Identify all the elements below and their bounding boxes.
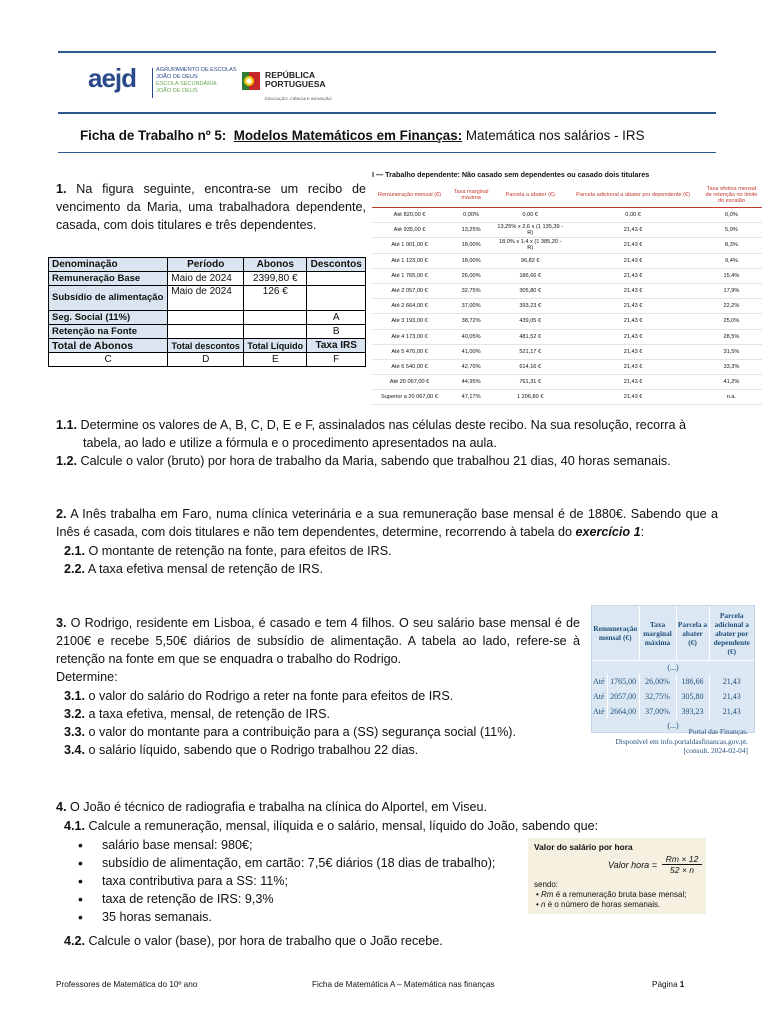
footer-center: Ficha de Matemática A – Matemática nas finanças	[312, 980, 495, 989]
table-cell: Até 820,00 €	[372, 208, 447, 223]
hourly-wage-formula-box	[528, 838, 706, 914]
question-4-1: 4.1. Calcule a remuneração, mensal, ilíquida e o salário, mensal, líquido do João, sabendo que:	[64, 819, 599, 833]
receipt-row: Seg. Social (11%) A	[49, 311, 366, 325]
table-cell: 21,43 €	[565, 329, 701, 344]
table-cell: 5,9%	[701, 223, 762, 238]
table-cell: 305,80 €	[495, 283, 565, 298]
ex4-statement: 4. O João é técnico de radiografia e trabalha na clínica do Alportel, em Viseu.	[56, 800, 488, 814]
table-row	[372, 253, 762, 268]
table-row	[372, 314, 762, 329]
table-cell: 0,00 €	[565, 208, 701, 223]
question-3-1: 3.1. o valor do salário do Rodrigo a reter na fonte para efeitos de IRS.	[64, 689, 454, 703]
receipt-row: Subsídio de alimentação Maio de 2024 126 €	[49, 286, 366, 311]
table-cell: 37,00%	[639, 704, 676, 719]
formula-sendo: sendo:	[534, 880, 559, 889]
table-cell: 21,43 €	[565, 253, 701, 268]
formula-def-n: • n é o número de horas semanais.	[536, 900, 661, 909]
table-cell: 41,2%	[701, 375, 762, 390]
rodrigo-irs-table	[591, 605, 755, 733]
table-cell: 15,4%	[701, 268, 762, 283]
table-row	[372, 238, 762, 253]
list-item: • 35 horas semanais.	[56, 908, 526, 926]
list-item: • salário base mensal: 980€;	[56, 836, 526, 854]
table-cell: 393,23 €	[495, 299, 565, 314]
table-cell: 21,43	[722, 677, 741, 686]
table-cell: 21,43 €	[565, 359, 701, 374]
table-cell: 21,43 €	[565, 223, 701, 238]
table-cell: 21,43 €	[565, 283, 701, 298]
school-name: AGRUPAMENTO DE ESCOLAS JOÃO DE DEUS ESCOLA SECUNDÁRIA JOÃO DE DEUS	[156, 67, 237, 94]
question-3-3: 3.3. o valor do montante para a contribuição para a (SS) segurança social (11%).	[64, 725, 517, 739]
table-cell: 22,2%	[701, 299, 762, 314]
irs-table-title: I — Trabalho dependente: Não casado sem dependentes ou casado dois titulares	[372, 170, 650, 179]
table-cell: 0,00%	[447, 208, 495, 223]
table-cell: 42,70%	[447, 359, 495, 374]
table-cell: 21,43	[722, 692, 741, 701]
table-cell: 0,0%	[701, 208, 762, 223]
question-4-2: 4.2. Calcule o valor (base), por hora de trabalho que o João recebe.	[64, 934, 443, 948]
table-cell: 18,00%	[447, 238, 495, 253]
table-cell: 21,43 €	[565, 344, 701, 359]
table-cell: 13,25% x 2,6 x (1 135,39 - R)	[495, 223, 565, 238]
republica-text: REPÚBLICA PORTUGUESA	[265, 70, 326, 89]
header-rule-bottom	[58, 112, 716, 114]
table-cell: 2057,00	[607, 689, 639, 704]
table-cell: 32,75%	[447, 283, 495, 298]
receipt-table	[48, 257, 366, 367]
table-cell: 0,00 €	[495, 208, 565, 223]
table-cell: Até 935,00 €	[372, 223, 447, 238]
table-cell: Até	[592, 704, 607, 719]
question-2-1: 2.1. O montante de retenção na fonte, para efeitos de IRS.	[64, 544, 392, 558]
table-row	[372, 359, 762, 374]
irs-table-header: Remuneração mensal (€) Taxa marginal máxima Parcela a abater (€) Parcela adicional a abater por dependente (€) Taxa efetiva mensal de retenção no limite do escalão	[372, 183, 762, 208]
table-cell: 8,3%	[701, 238, 762, 253]
rodrigo-table-header: Remuneração mensal (€) Taxa marginal máxima Parcela a abater (€) Parcela adicional a abater por dependente (€)	[592, 606, 754, 661]
receipt-row: Retenção na Fonte B	[49, 325, 366, 339]
formula-fraction: Rm × 12 52 × n	[662, 854, 702, 875]
table-row	[372, 283, 762, 298]
table-cell: 614,16 €	[495, 359, 565, 374]
table-cell: 18,00%	[447, 253, 495, 268]
formula-def-rm: • Rm é a remuneração bruta base mensal;	[536, 890, 687, 899]
table-cell: 96,82 €	[495, 253, 565, 268]
table-cell: n.a.	[701, 390, 762, 405]
table-row	[372, 344, 762, 359]
table-cell: 41,00%	[447, 344, 495, 359]
table-cell: 439,05 €	[495, 314, 565, 329]
table-cell: Até 3 193,00 €	[372, 314, 447, 329]
table-cell: 21,43 €	[565, 390, 701, 405]
table-cell: Até 6 540,00 €	[372, 359, 447, 374]
table-row	[372, 390, 762, 405]
table-cell: 25,0%	[701, 314, 762, 329]
table-cell: 33,3%	[701, 359, 762, 374]
republic-emblem-icon	[242, 70, 260, 92]
table-row	[372, 329, 762, 344]
table-cell: 37,00%	[447, 299, 495, 314]
ex3-determine: Determine:	[56, 670, 118, 684]
aejd-logo: aejd	[88, 63, 137, 93]
irs-withholding-table	[372, 170, 767, 405]
republica-subtitle: EDUCAÇÃO, CIÊNCIA E INOVAÇÃO	[265, 96, 332, 101]
table-cell: Até	[592, 689, 607, 704]
table-cell: 21,43 €	[565, 299, 701, 314]
table-cell: 18,0% x 1,4 x (1 385,20 - R)	[495, 238, 565, 253]
ex3-questions	[64, 687, 584, 759]
table-row	[592, 674, 754, 689]
table-row	[592, 689, 754, 704]
receipt-letters-row: C D E F	[49, 353, 366, 367]
ex1-statement: 1. Na figura seguinte, encontra-se um recibo de vencimento da Maria, uma trabalhadora dependente, casada, com dois titulares e três dependentes.	[56, 182, 366, 232]
table-cell: Até 1 123,00 €	[372, 253, 447, 268]
table-cell: 9,4%	[701, 253, 762, 268]
table-cell: 186,66	[676, 674, 709, 689]
ex4-bullets	[56, 836, 526, 926]
table-cell: Até 1 001,00 €	[372, 238, 447, 253]
table-cell: 21,43 €	[565, 314, 701, 329]
table-cell: 21,43 €	[565, 375, 701, 390]
table3-ellipsis-bottom: (...)	[667, 721, 679, 730]
ex2-statement: 2. A Inês trabalha em Faro, numa clínica veterinária e a sua remuneração base mensal é de 1880€. Sabendo que a Inês é casada, com dois titulares e não tem dependentes, determine, recorrendo à tabela do exercício 1:	[56, 507, 718, 539]
table-cell: 21,43	[722, 707, 741, 716]
ex2-questions	[64, 542, 714, 578]
table-cell: Até 2 057,00 €	[372, 283, 447, 298]
table-row	[372, 268, 762, 283]
logo-divider	[152, 68, 153, 98]
table-cell: 2664,00	[607, 704, 639, 719]
table3-source: Portal das Finanças. Disponível em info.portaldasfinancas.gov.pt. [consult. 2024-02-04]	[615, 727, 748, 755]
question-3-4: 3.4. o salário líquido, sabendo que o Rodrigo trabalhou 22 dias.	[64, 743, 419, 757]
table-cell: 40,05%	[447, 329, 495, 344]
table-cell: 305,80	[676, 689, 709, 704]
table-cell: Superior a 20 067,00 €	[372, 390, 447, 405]
list-item: • subsídio de alimentação, em cartão: 7,5€ diários (18 dias de trabalho);	[56, 854, 526, 872]
table-cell: Até 5 470,00 €	[372, 344, 447, 359]
table-cell: 481,52 €	[495, 329, 565, 344]
question-1-1: 1.1. Determine os valores de A, B, C, D, E e F, assinalados nas células deste recibo. Na sua resolução, recorra à tabela, ao lado e utilize a fórmula e o procedimento apresentados na aula.	[56, 418, 687, 450]
table-cell: 393,23	[676, 704, 709, 719]
formula-title: Valor do salário por hora	[534, 842, 633, 852]
list-item: • taxa de retenção de IRS: 9,3%	[56, 890, 526, 908]
table-cell: 21,43 €	[565, 238, 701, 253]
table-cell: 1765,00	[607, 674, 639, 689]
receipt-totals-row: Total de Abonos Total descontos Total Líquido Taxa IRS	[49, 339, 366, 353]
table-cell: 31,5%	[701, 344, 762, 359]
receipt-header-row: Denominação Período Abonos Descontos	[49, 258, 366, 272]
table-cell: 47,17%	[447, 390, 495, 405]
table-row	[372, 223, 762, 238]
table-row	[592, 704, 754, 719]
table-cell: 28,5%	[701, 329, 762, 344]
table-cell: 26,00%	[447, 268, 495, 283]
table-cell: 761,31 €	[495, 375, 565, 390]
table-row	[372, 375, 762, 390]
page-title: Ficha de Trabalho nº 5: Modelos Matemáticos em Finanças: Matemática nos salários - IRS	[80, 128, 645, 143]
ex3-statement: 3. O Rodrigo, residente em Lisboa, é casado e tem 4 filhos. O seu salário base mensal é de 2100€ e recebe 5,50€ diários de subsídio de alimentação. A tabela ao lado, refere-se à retenção na fonte em que se enquadra o trabalho do Rodrigo.	[56, 616, 580, 666]
table-cell: Até 2 664,00 €	[372, 299, 447, 314]
ex1-questions	[56, 416, 718, 470]
table-cell: 21,43 €	[565, 268, 701, 283]
table-row	[372, 208, 762, 223]
title-rule	[58, 152, 716, 153]
table-row	[372, 299, 762, 314]
table-cell: 17,9%	[701, 283, 762, 298]
table-cell: Até 20 067,00 €	[372, 375, 447, 390]
table-cell: Até 1 765,00 €	[372, 268, 447, 283]
question-1-2: 1.2. Calcule o valor (bruto) por hora de trabalho da Maria, sabendo que trabalhou 21 dias, 40 horas semanais.	[56, 454, 671, 468]
table-cell: Até	[592, 674, 607, 689]
table-cell: 26,00%	[639, 674, 676, 689]
list-item: • taxa contributiva para a SS: 11%;	[56, 872, 526, 890]
table-cell: 44,95%	[447, 375, 495, 390]
table-cell: 38,72%	[447, 314, 495, 329]
footer-left: Professores de Matemática do 10º ano	[56, 980, 198, 989]
footer-page: Página 1	[652, 980, 685, 989]
table-cell: 521,17 €	[495, 344, 565, 359]
table-cell: Até 4 173,00 €	[372, 329, 447, 344]
irs-table-grid	[372, 183, 762, 405]
irs-table-body	[372, 208, 762, 405]
rodrigo-table-body	[592, 674, 754, 719]
table-cell: 1 206,80 €	[495, 390, 565, 405]
question-2-2: 2.2. A taxa efetiva mensal de retenção de IRS.	[64, 562, 324, 576]
receipt-row: Remuneração Base Maio de 2024 2399,80 €	[49, 272, 366, 286]
header-rule-top	[58, 51, 716, 53]
table3-ellipsis-top: (...)	[592, 661, 754, 675]
table-cell: 32,75%	[639, 689, 676, 704]
table-cell: 186,66 €	[495, 268, 565, 283]
formula-lhs: Valor hora =	[608, 860, 657, 870]
table-cell: 13,25%	[447, 223, 495, 238]
question-3-2: 3.2. a taxa efetiva, mensal, de retenção de IRS.	[64, 707, 331, 721]
